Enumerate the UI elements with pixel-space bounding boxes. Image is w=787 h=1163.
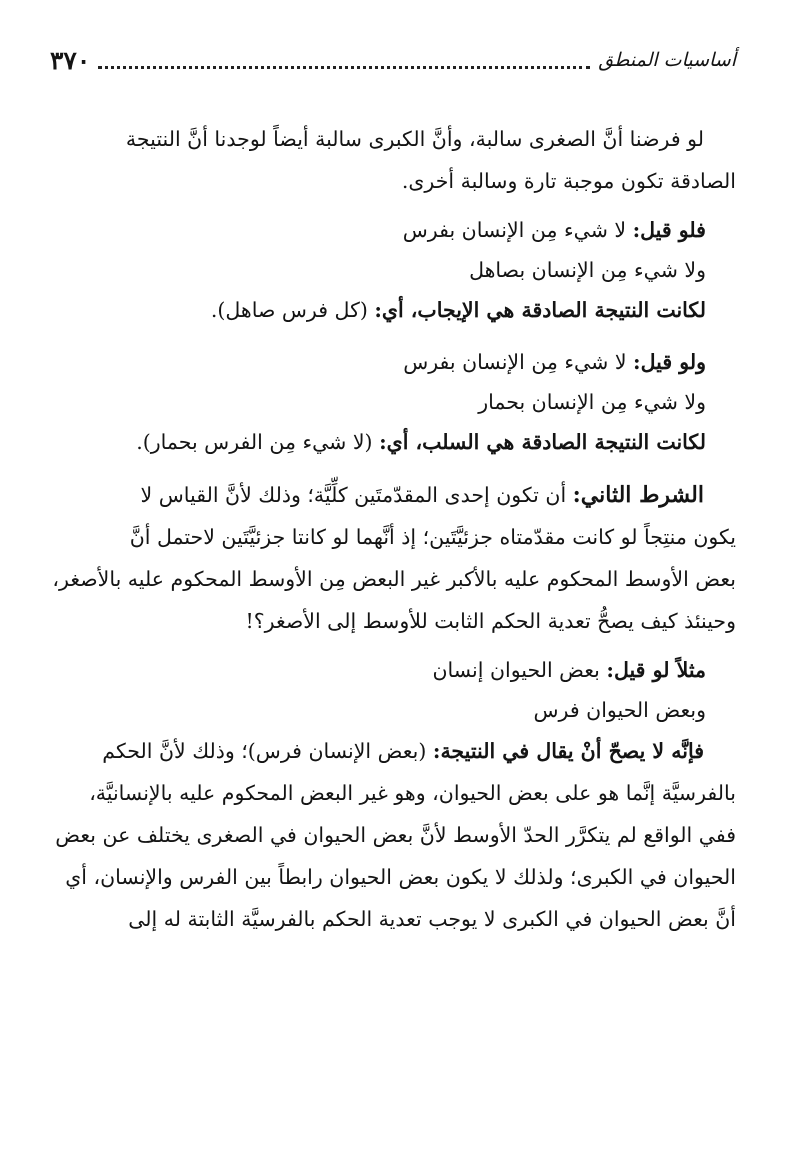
example-1-conclusion-lead: لكانت النتيجة الصادقة هي الإيجاب، أي:	[374, 298, 706, 322]
example-3-lead: مثلاً لو قيل:	[606, 658, 706, 682]
example-2-conclusion	[50, 422, 706, 462]
p2-line-1-text: أن تكون إحدى المقدّمتَين كلِّيَّة؛ وذلك لأنَّ القياس لا	[140, 483, 573, 507]
p2-line-1	[50, 474, 736, 516]
p2-line-4: وحينئذ كيف يصحُّ تعدية الحكم الثابت للأوسط إلى الأصغر؟!	[245, 609, 736, 633]
example-3-line-1	[50, 650, 706, 690]
p2-line-2: يكون منتِجاً لو كانت مقدّمتاه جزئيَّتَين؛ إذ أنَّهما لو كانتا جزئيَّتَين لاحتمل أنَّ	[129, 525, 736, 549]
example-3-premise-2: وبعض الحيوان فرس	[533, 698, 706, 722]
page-number: ٣٧٠	[50, 45, 91, 75]
paragraph-1	[50, 118, 736, 202]
section-heading-condition-2: الشرط الثاني:	[572, 482, 704, 508]
example-2-lead: ولو قيل:	[633, 350, 706, 374]
example-1-lead: فلو قيل:	[632, 218, 706, 242]
example-3	[50, 650, 736, 730]
example-2-conclusion-text: (لا شيء مِن الفرس بحمار).	[136, 430, 380, 454]
example-2-premise-2: ولا شيء مِن الإنسان بحمار	[478, 390, 706, 414]
p3-line-1	[50, 730, 736, 772]
example-3-premise-1: بعض الحيوان إنسان	[432, 658, 607, 682]
p3-line-3: ففي الواقع لم يتكرَّر الحدّ الأوسط لأنَّ بعض الحيوان في الصغرى يختلف عن بعض	[55, 823, 736, 847]
paragraph-3	[50, 730, 736, 940]
example-1-premise-2: ولا شيء مِن الإنسان بصاهل	[469, 258, 706, 282]
header-dot-leader	[98, 52, 590, 69]
paragraph-2	[50, 474, 736, 642]
book-page	[50, 40, 736, 940]
example-1-conclusion	[50, 290, 706, 330]
p3-lead: فإنَّه لا يصحّ أنْ يقال في النتيجة:	[432, 739, 704, 763]
p3-line-2: بالفرسيَّة إنَّما هو على بعض الحيوان، وهو غير البعض المحكوم عليه بالإنسانيَّة،	[89, 781, 736, 805]
p3-line-1-text: (بعض الإنسان فرس)؛ وذلك لأنَّ الحكم	[102, 739, 433, 763]
example-2-conclusion-lead: لكانت النتيجة الصادقة هي السلب، أي:	[379, 430, 706, 454]
example-1-line-1	[50, 210, 706, 250]
book-title: أساسيات المنطق	[598, 49, 736, 71]
p2-line-3: بعض الأوسط المحكوم عليه بالأكبر غير البعض مِن الأوسط المحكوم عليه بالأصغر،	[52, 567, 736, 591]
p3-line-4: الحيوان في الكبرى؛ ولذلك لا يكون بعض الحيوان رابطاً بين الفرس والإنسان، أي	[65, 865, 736, 889]
example-1	[50, 210, 736, 330]
p3-line-5: أنَّ بعض الحيوان في الكبرى لا يوجب تعدية الحكم بالفرسيَّة الثابتة له إلى	[128, 907, 736, 931]
example-1-premise-1: لا شيء مِن الإنسان بفرس	[402, 218, 633, 242]
example-2-line-1	[50, 342, 706, 382]
p1-line-1: لو فرضنا أنَّ الصغرى سالبة، وأنَّ الكبرى سالبة أيضاً لوجدنا أنَّ النتيجة	[125, 127, 704, 151]
example-1-conclusion-text: (كل فرس صاهل).	[210, 298, 375, 322]
p1-line-2: الصادقة تكون موجبة تارة وسالبة أخرى.	[401, 169, 736, 193]
example-2	[50, 342, 736, 462]
example-2-premise-1: لا شيء مِن الإنسان بفرس	[403, 350, 634, 374]
page-header	[50, 40, 736, 80]
